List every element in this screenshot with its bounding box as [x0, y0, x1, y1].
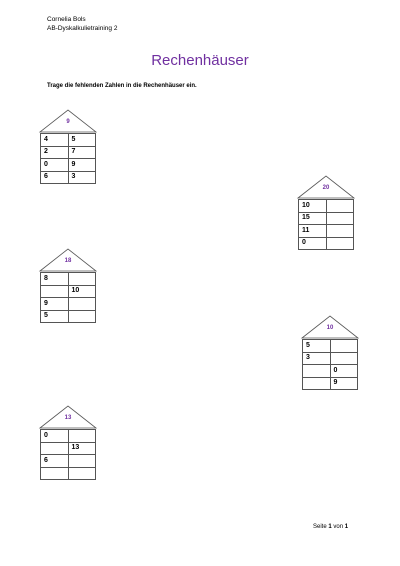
- house-table: [40, 133, 96, 184]
- house-cell[interactable]: [68, 310, 96, 323]
- house-cell[interactable]: [303, 365, 331, 378]
- page-footer: [313, 524, 348, 530]
- roof-number: 13: [64, 415, 72, 421]
- house-cell[interactable]: 4: [41, 134, 69, 147]
- house-roof: [38, 405, 98, 429]
- house-cell[interactable]: 9: [68, 159, 96, 172]
- house-cell[interactable]: [68, 455, 96, 468]
- author-name: Cornelia Bols: [47, 16, 86, 23]
- roof-number: 18: [64, 258, 72, 264]
- footer-page: 1: [328, 524, 332, 530]
- table-row: [299, 212, 354, 225]
- house-cell[interactable]: [41, 467, 69, 480]
- table-row: [41, 467, 96, 480]
- house-cell[interactable]: [68, 298, 96, 311]
- house-cell[interactable]: [326, 225, 354, 238]
- house-cell[interactable]: 11: [299, 225, 327, 238]
- house-cell[interactable]: 10: [299, 200, 327, 213]
- house-cell[interactable]: 2: [41, 146, 69, 159]
- house-cell[interactable]: 9: [330, 377, 358, 390]
- table-row: [41, 442, 96, 455]
- instruction-text: Trage die fehlenden Zahlen in die Rechenhäuser ein.: [47, 83, 197, 89]
- table-row: [303, 352, 358, 365]
- table-row: [41, 285, 96, 298]
- number-house-2: [296, 175, 356, 250]
- number-house-5: [38, 405, 98, 480]
- worksheet-subtitle: AB-Dyskalkulietraining 2: [47, 25, 118, 32]
- house-cell[interactable]: [330, 352, 358, 365]
- house-roof: [300, 315, 360, 339]
- house-cell[interactable]: 5: [303, 340, 331, 353]
- house-cell[interactable]: 13: [68, 442, 96, 455]
- house-cell[interactable]: 6: [41, 455, 69, 468]
- table-row: [299, 200, 354, 213]
- house-cell[interactable]: 5: [41, 310, 69, 323]
- house-cell[interactable]: [330, 340, 358, 353]
- house-cell[interactable]: 10: [68, 285, 96, 298]
- footer-total: 1: [344, 524, 349, 530]
- house-cell[interactable]: [326, 200, 354, 213]
- table-row: [303, 365, 358, 378]
- house-roof: [38, 109, 98, 133]
- author-header: [47, 15, 117, 33]
- house-cell[interactable]: 3: [68, 171, 96, 184]
- roof-number: 10: [326, 325, 334, 331]
- house-cell[interactable]: [326, 212, 354, 225]
- table-row: [41, 430, 96, 443]
- house-cell[interactable]: [41, 285, 69, 298]
- house-cell[interactable]: 0: [41, 159, 69, 172]
- table-row: [41, 134, 96, 147]
- table-row: [41, 310, 96, 323]
- table-row: [41, 273, 96, 286]
- house-cell[interactable]: 9: [41, 298, 69, 311]
- house-table: [40, 272, 96, 323]
- house-cell[interactable]: 15: [299, 212, 327, 225]
- house-cell[interactable]: [68, 430, 96, 443]
- house-table: [298, 199, 354, 250]
- number-house-1: [38, 109, 98, 184]
- house-cell[interactable]: 5: [68, 134, 96, 147]
- table-row: [303, 377, 358, 390]
- house-roof: [296, 175, 356, 199]
- footer-prefix: Seite: [313, 524, 329, 530]
- house-cell[interactable]: 0: [41, 430, 69, 443]
- house-cell[interactable]: [326, 237, 354, 250]
- house-cell[interactable]: [68, 273, 96, 286]
- house-roof: [38, 248, 98, 272]
- table-row: [41, 171, 96, 184]
- house-cell[interactable]: 8: [41, 273, 69, 286]
- roof-number: 9: [66, 119, 70, 125]
- table-row: [41, 298, 96, 311]
- table-row: [41, 146, 96, 159]
- house-cell[interactable]: 6: [41, 171, 69, 184]
- house-cell[interactable]: 7: [68, 146, 96, 159]
- table-row: [41, 455, 96, 468]
- house-table: [302, 339, 358, 390]
- roof-number: 20: [322, 185, 330, 191]
- table-row: [303, 340, 358, 353]
- table-row: [299, 237, 354, 250]
- house-cell[interactable]: 3: [303, 352, 331, 365]
- table-row: [41, 159, 96, 172]
- house-cell[interactable]: [303, 377, 331, 390]
- footer-middle: von: [331, 524, 345, 530]
- number-house-3: [38, 248, 98, 323]
- house-cell[interactable]: [41, 442, 69, 455]
- house-cell[interactable]: 0: [299, 237, 327, 250]
- table-row: [299, 225, 354, 238]
- page-title: Rechenhäuser: [151, 52, 249, 69]
- house-table: [40, 429, 96, 480]
- number-house-4: [300, 315, 360, 390]
- house-cell[interactable]: [68, 467, 96, 480]
- house-cell[interactable]: 0: [330, 365, 358, 378]
